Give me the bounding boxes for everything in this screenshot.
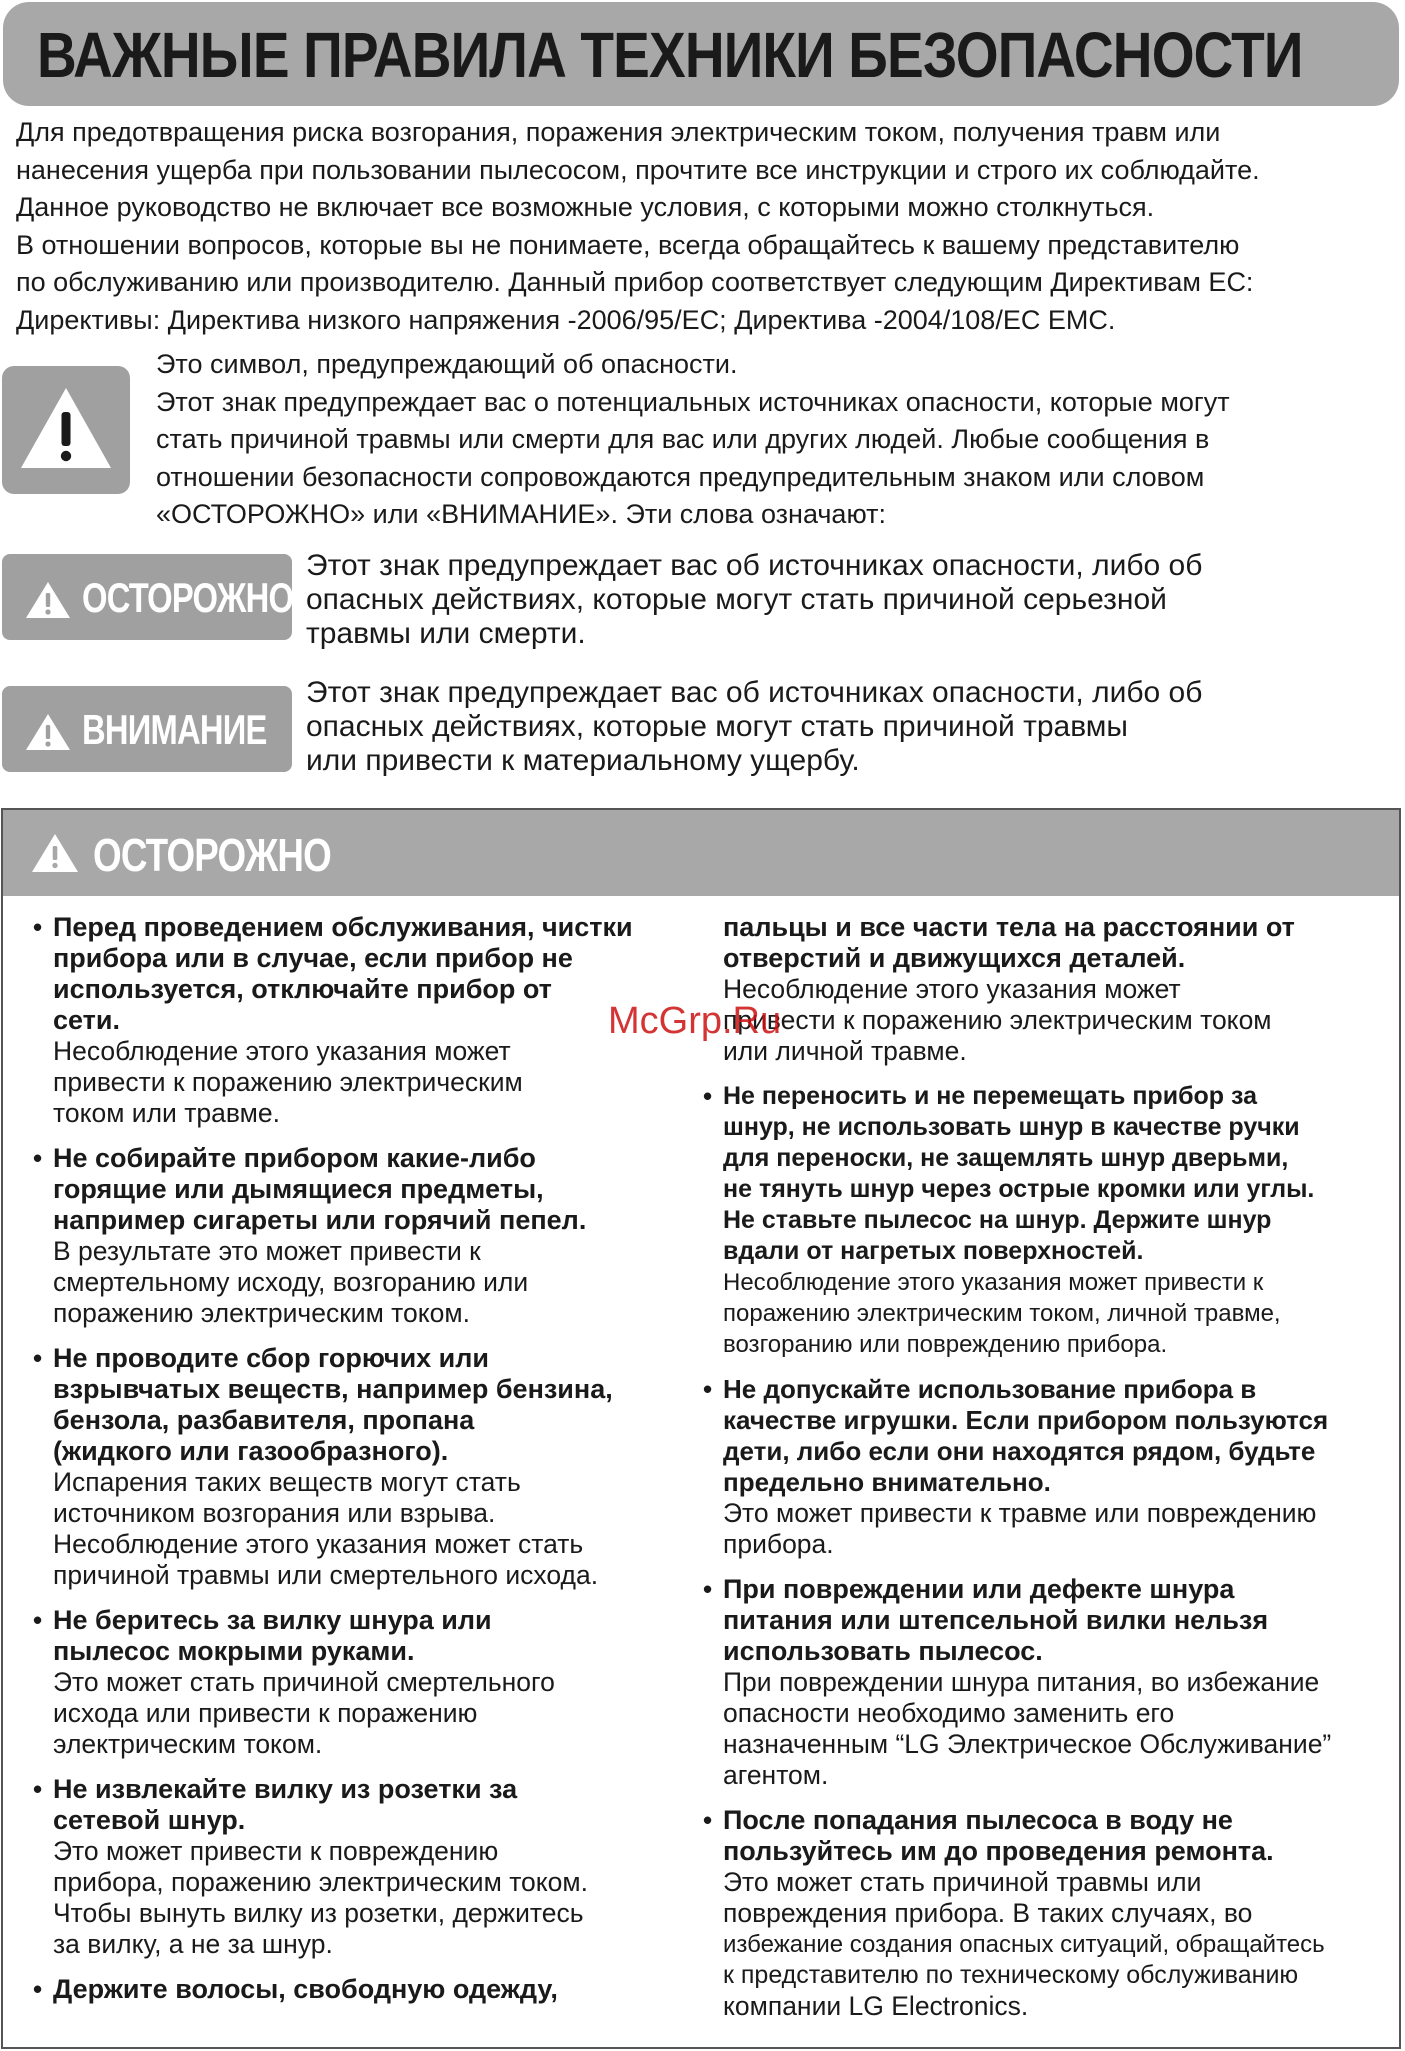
warning-section-header (3, 810, 1399, 896)
list-item-continued (703, 912, 1393, 1067)
title-line: сетевой шнур. (53, 1805, 246, 1835)
symbol-explanation (156, 346, 1396, 534)
watermark: McGrp.Ru (608, 1000, 782, 1042)
list-item (703, 1805, 1393, 2022)
caution-desc-line: опасных действиях, которые могут стать причиной травмы (306, 710, 1128, 743)
body-line: В результате это может привести к (53, 1236, 481, 1266)
intro-line: В отношении вопросов, которые вы не понимаете, всегда обращайтесь к вашему представителю (16, 229, 1240, 260)
title-line: пальцы и все части тела на расстоянии от (723, 912, 1295, 942)
title-line: • Не допускайте использование прибора в (723, 1374, 1257, 1404)
warning-section-title: ОСТОРОЖНО (93, 829, 331, 881)
list-item (33, 1974, 673, 2005)
body-line: поражению электрическим током. (53, 1298, 470, 1328)
item-title (723, 1805, 1393, 1867)
body-line: поражению электрическим током, личной травме, (723, 1300, 1281, 1327)
body-line: повреждения прибора. В таких случаях, во (723, 1898, 1253, 1928)
title-line: используется, отключайте прибор от (53, 974, 552, 1004)
title-line: питания или штепсельной вилки нельзя (723, 1605, 1269, 1635)
caution-signal-label (2, 686, 292, 772)
body-line: агентом. (723, 1760, 829, 1790)
item-body (53, 1036, 673, 1129)
item-title (723, 912, 1393, 974)
item-title (723, 1081, 1393, 1267)
warning-signal-label (2, 554, 292, 640)
title-line: • Не переносить и не перемещать прибор за (723, 1082, 1257, 1110)
body-line: Это может стать причиной смертельного (53, 1667, 555, 1697)
body-line: возгоранию или повреждению прибора. (723, 1331, 1168, 1358)
body-line: компании LG Electronics. (723, 1991, 1029, 2021)
body-line: избежание создания опасных ситуаций, обращайтесь (723, 1931, 1325, 1958)
body-line: опасности необходимо заменить его (723, 1698, 1175, 1728)
warning-signal-word: ОСТОРОЖНО (82, 574, 294, 621)
caution-desc-line: Этот знак предупреждает вас об источниках опасности, либо об (306, 676, 1203, 709)
intro-line: Данное руководство не включает все возможные условия, с которыми можно столкнуться. (16, 192, 1155, 222)
item-title (723, 1574, 1393, 1667)
intro-paragraph (16, 114, 1396, 339)
body-line: Несоблюдение этого указания может привести к (723, 1269, 1264, 1296)
body-line: прибора, поражению электрическим током. (53, 1867, 588, 1897)
body-line: Это может привести к травме или повреждению (723, 1498, 1317, 1528)
symbol-line: отношении безопасности сопровождаются предупредительным знаком или словом (156, 461, 1205, 492)
body-line: исхода или привести к поражению (53, 1698, 478, 1728)
list-item (33, 1774, 673, 1960)
body-line: к представителю по техническому обслуживанию (723, 1961, 1299, 1989)
caution-signal-word: ВНИМАНИЕ (82, 706, 267, 753)
warning-desc-line: травмы или смерти. (306, 617, 586, 650)
title-line: • Держите волосы, свободную одежду, (53, 1974, 558, 2004)
symbol-line: «ОСТОРОЖНО» или «ВНИМАНИЕ». Эти слова означают: (156, 499, 886, 529)
intro-line: Директивы: Директива низкого напряжения -2006/95/ЕС; Директива -2004/108/ЕС EMC. (16, 304, 1116, 335)
body-line: или личной травме. (723, 1036, 967, 1066)
item-body (723, 974, 1393, 1067)
body-line: Несоблюдение этого указания может стать (53, 1529, 584, 1559)
item-body (723, 1867, 1393, 2022)
body-line: При повреждении шнура питания, во избежание (723, 1667, 1320, 1697)
list-item (33, 1343, 673, 1591)
item-body (53, 1236, 673, 1329)
item-title (53, 1605, 673, 1667)
body-line: Это может привести к повреждению (53, 1836, 499, 1866)
title-line: горящие или дымящиеся предметы, (53, 1174, 544, 1204)
title-line: дети, либо если они находятся рядом, будьте (723, 1436, 1316, 1466)
body-line: причиной травмы или смертельного исхода. (53, 1560, 599, 1590)
title-line: предельно внимательно. (723, 1467, 1051, 1497)
title-line: взрывчатых веществ, например бензина, (53, 1374, 613, 1404)
body-line: смертельному исходу, возгоранию или (53, 1267, 529, 1297)
body-line: назначенным “LG Электрическое Обслуживание” (723, 1729, 1332, 1759)
item-title (723, 1374, 1393, 1498)
title-line: • При повреждении или дефекте шнура (723, 1574, 1235, 1604)
item-title (53, 1143, 673, 1236)
left-column (33, 912, 673, 2019)
page-title: ВАЖНЫЕ ПРАВИЛА ТЕХНИКИ БЕЗОПАСНОСТИ (37, 19, 1303, 91)
title-line: использовать пылесос. (723, 1636, 1043, 1666)
title-line: (жидкого или газообразного). (53, 1436, 449, 1466)
title-line: • Не собирайте прибором какие-либо (53, 1143, 536, 1173)
item-body (53, 1467, 673, 1591)
body-line: электрическим током. (53, 1729, 323, 1759)
title-line: качестве игрушки. Если прибором пользуются (723, 1405, 1329, 1435)
title-line: пылесос мокрыми руками. (53, 1636, 415, 1666)
intro-line: Для предотвращения риска возгорания, поражения электрическим током, получения травм или (16, 117, 1221, 147)
body-line: Несоблюдение этого указания может (723, 974, 1181, 1004)
title-line: • Не извлекайте вилку из розетки за (53, 1774, 518, 1804)
intro-line: по обслуживанию или производителю. Данный прибор соответствует следующим Директивам ЕС: (16, 267, 1254, 297)
item-body (723, 1667, 1393, 1791)
item-title (53, 1343, 673, 1467)
title-line: сети. (53, 1005, 120, 1035)
title-line: пользуйтесь им до проведения ремонта. (723, 1836, 1274, 1866)
title-line: для переноски, не защемлять шнур дверьми, (723, 1144, 1289, 1172)
warning-signal-description (306, 549, 1386, 651)
title-line: вдали от нагретых поверхностей. (723, 1237, 1144, 1265)
body-line: Чтобы вынуть вилку из розетки, держитесь (53, 1898, 584, 1928)
warning-desc-line: Этот знак предупреждает вас об источниках опасности, либо об (306, 549, 1203, 582)
warning-triangle-icon (30, 832, 80, 874)
warning-triangle-icon (24, 712, 72, 752)
item-title (53, 1774, 673, 1836)
title-line: прибора или в случае, если прибор не (53, 943, 573, 973)
title-line: • Не беритесь за вилку шнура или (53, 1605, 492, 1635)
list-item (703, 1081, 1393, 1360)
title-line: шнур, не использовать шнур в качестве ручки (723, 1113, 1300, 1141)
body-line: Несоблюдение этого указания может (53, 1036, 511, 1066)
list-item (33, 912, 673, 1129)
body-line: Это может стать причиной травмы или (723, 1867, 1202, 1897)
item-title (53, 912, 673, 1036)
item-body (723, 1498, 1393, 1560)
title-line: • После попадания пылесоса в воду не (723, 1805, 1233, 1835)
right-column (703, 912, 1393, 2036)
title-line: Не ставьте пылесос на шнур. Держите шнур (723, 1206, 1272, 1234)
body-line: привести к поражению электрическим (53, 1067, 523, 1097)
body-line: прибора. (723, 1529, 834, 1559)
caution-desc-line: или привести к материальному ущербу. (306, 744, 860, 777)
title-line: • Не проводите сбор горючих или (53, 1343, 490, 1373)
symbol-line: Это символ, предупреждающий об опасности. (156, 349, 738, 379)
symbol-line: Этот знак предупреждает вас о потенциальных источниках опасности, которые могут (156, 386, 1230, 417)
symbol-line: стать причиной травмы или смерти для вас или других людей. Любые сообщения в (156, 424, 1210, 454)
item-body (723, 1267, 1393, 1360)
item-body (53, 1836, 673, 1960)
warning-triangle-icon (24, 580, 72, 620)
warning-triangle-icon (16, 382, 116, 474)
title-line: например сигареты или горячий пепел. (53, 1205, 587, 1235)
list-item (703, 1374, 1393, 1560)
title-line: • Перед проведением обслуживания, чистки (53, 912, 633, 942)
list-item (33, 1605, 673, 1760)
item-body (53, 1667, 673, 1760)
caution-signal-description (306, 676, 1386, 778)
body-line: привести к поражению электрическим током (723, 1005, 1272, 1035)
warning-section (1, 808, 1401, 2049)
page-header (3, 2, 1399, 106)
list-item (703, 1574, 1393, 1791)
list-item (33, 1143, 673, 1329)
body-line: источником возгорания или взрыва. (53, 1498, 496, 1528)
title-line: не тянуть шнур через острые кромки или углы. (723, 1175, 1315, 1203)
intro-line: нанесения ущерба при пользовании пылесосом, прочтите все инструкции и строго их соблюдайте. (16, 154, 1260, 185)
title-line: отверстий и движущихся деталей. (723, 943, 1186, 973)
body-line: Испарения таких веществ могут стать (53, 1467, 521, 1497)
title-line: бензола, разбавителя, пропана (53, 1405, 475, 1435)
body-line: током или травме. (53, 1098, 280, 1128)
body-line: за вилку, а не за шнур. (53, 1929, 333, 1959)
item-title (53, 1974, 673, 2005)
safety-alert-symbol (2, 366, 130, 494)
warning-desc-line: опасных действиях, которые могут стать причиной серьезной (306, 583, 1167, 616)
